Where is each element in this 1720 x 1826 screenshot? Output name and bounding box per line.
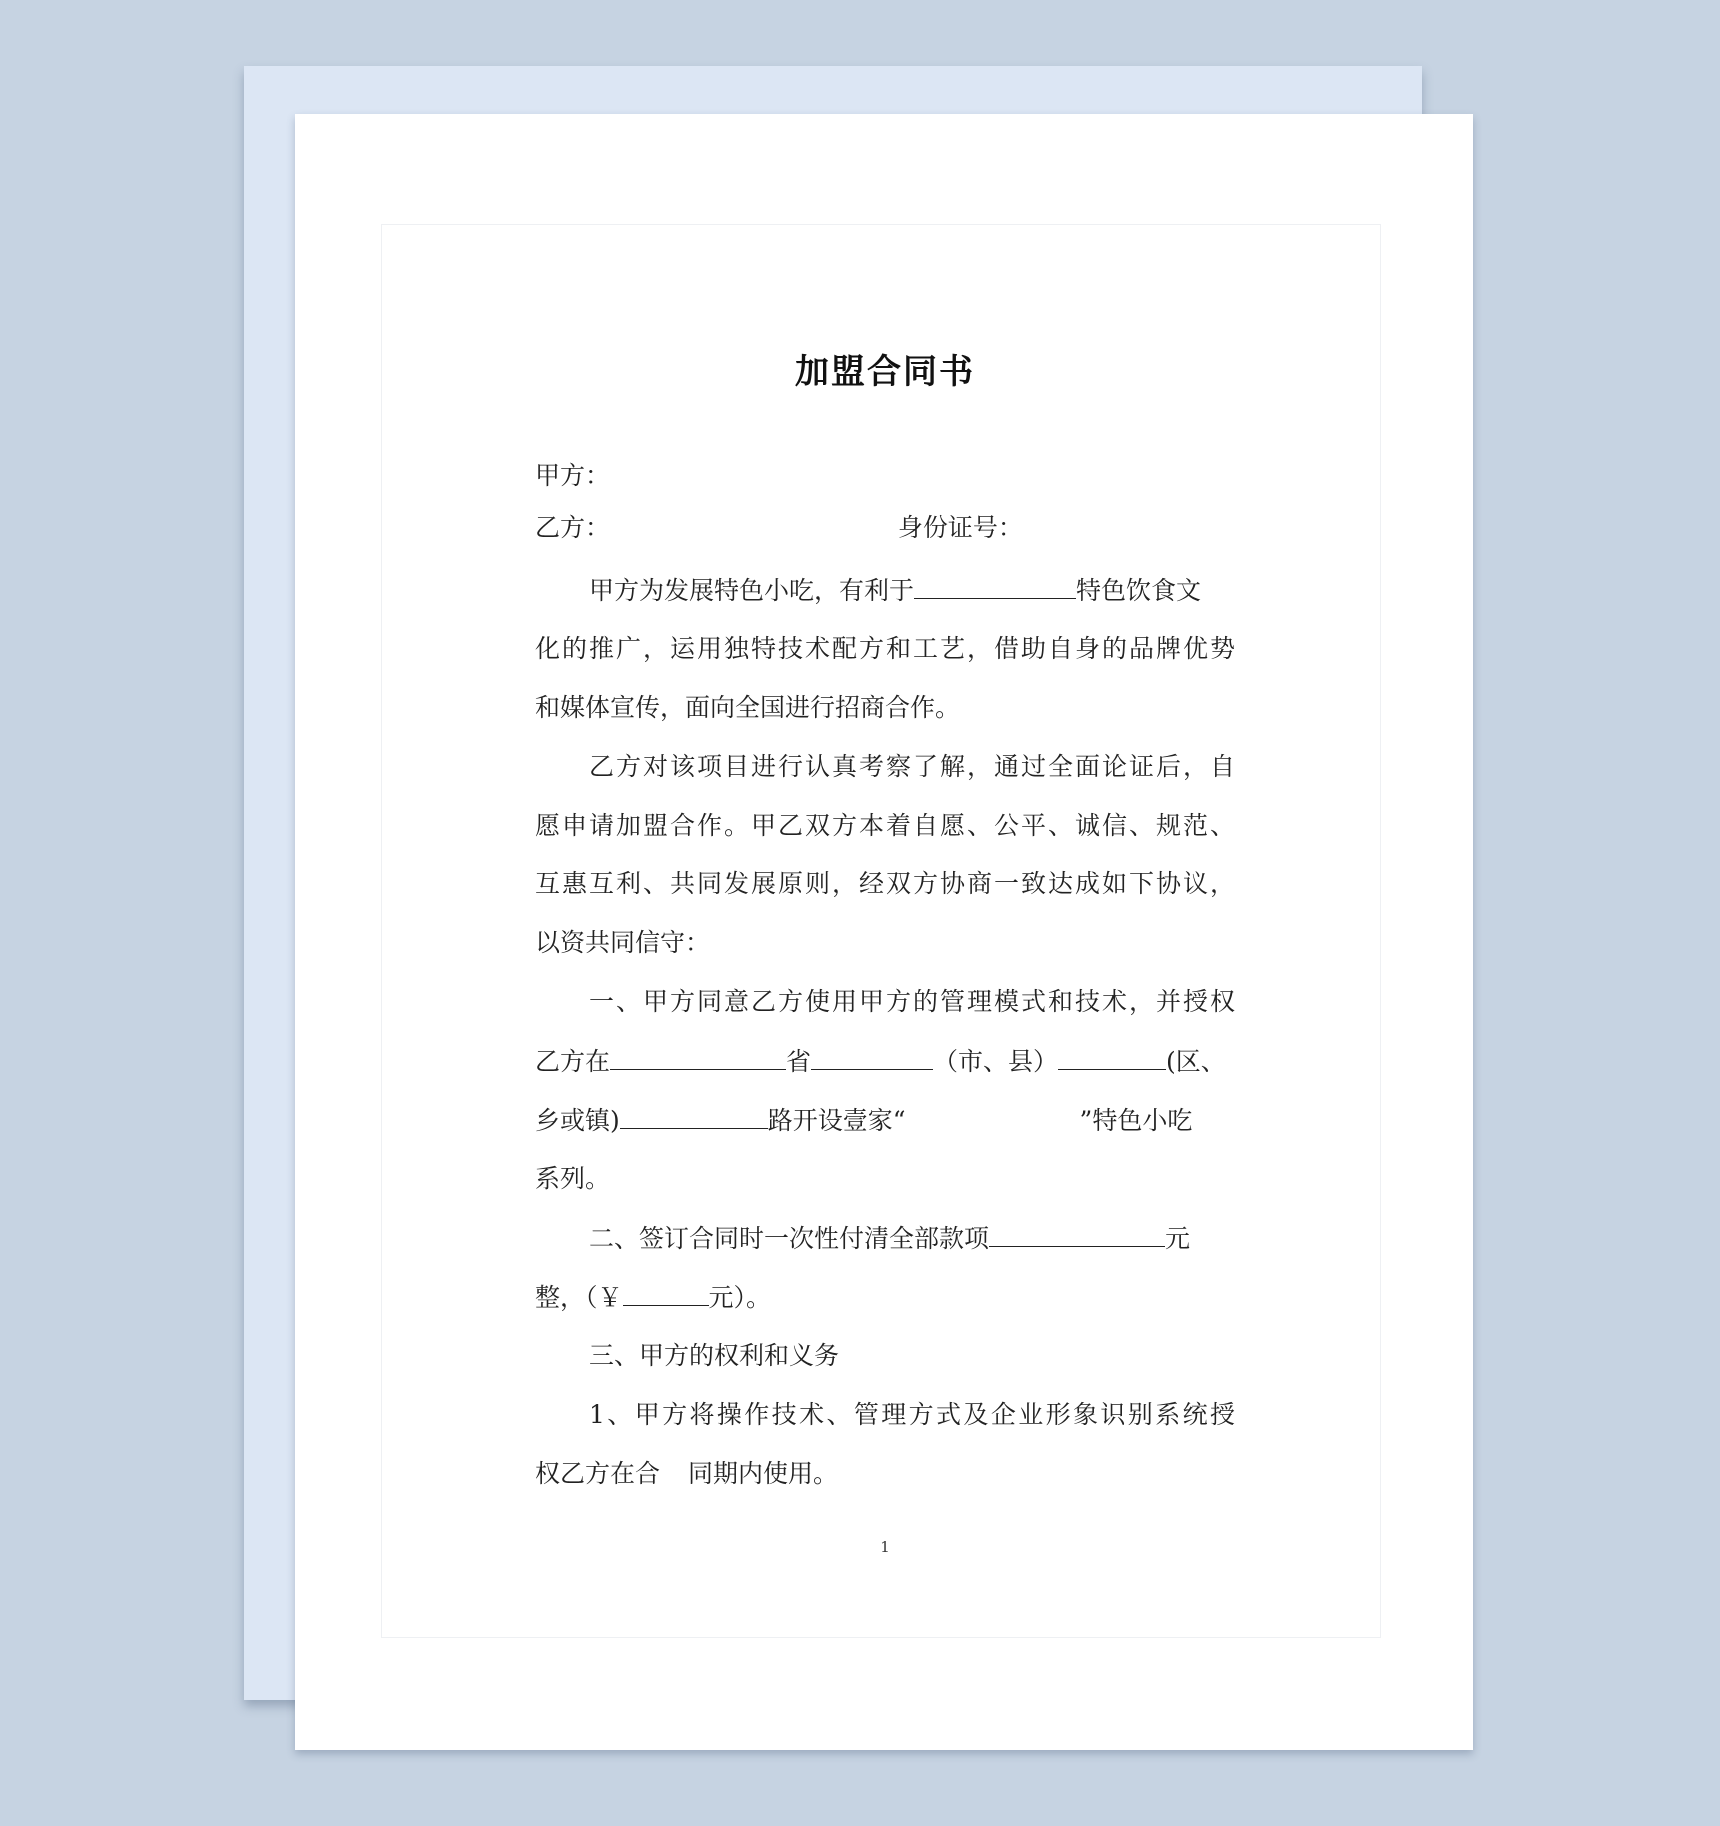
amount-figure-blank [623, 1279, 709, 1306]
text-run: 同期内使用。 [688, 1459, 839, 1488]
text-run: 权乙方在合 [535, 1459, 661, 1488]
section-1-line-2 [535, 1043, 1235, 1080]
section-3-item-1-line-1: 1、甲方将操作技术、管理方式及企业形象识别系统授 [589, 1400, 1235, 1429]
paragraph-1-line-3: 和媒体宣传，面向全国进行招商合作。 [535, 693, 961, 722]
section-3-heading: 三、甲方的权利和义务 [589, 1341, 840, 1370]
section-2-line-1 [535, 1220, 1235, 1257]
section-1-line-1: 一、甲方同意乙方使用甲方的管理模式和技术，并授权 [589, 987, 1235, 1016]
document-title: 加盟合同书 [795, 352, 975, 392]
text-run: 路开设壹家“ [767, 1106, 906, 1135]
section-1-line-3 [535, 1102, 1235, 1139]
id-number-label: 身份证号： [897, 513, 1023, 542]
party-b-label: 乙方： [535, 513, 611, 542]
paragraph-1-line-2: 化的推广，运用独特技术配方和工艺，借助自身的品牌优势 [535, 634, 1235, 663]
paragraph-2-line-3: 互惠互利、共同发展原则，经双方协商一致达成如下协议， [535, 869, 1235, 898]
section-3-item-1-line-2 [535, 1456, 1235, 1492]
road-blank [620, 1102, 768, 1129]
text-run: （市、县） [933, 1047, 1059, 1076]
amount-blank [989, 1220, 1165, 1247]
document-page [295, 114, 1473, 1750]
text-run: 元 [1165, 1224, 1191, 1253]
text-run: 整，（￥ [535, 1283, 623, 1312]
province-blank [610, 1043, 786, 1070]
city-blank [811, 1043, 933, 1070]
paragraph-1-line-1 [535, 572, 1235, 609]
text-run: 省 [786, 1047, 812, 1076]
section-2-line-2 [535, 1279, 1235, 1316]
page-number: 1 [880, 1538, 890, 1556]
text-run: 二、签订合同时一次性付清全部款项 [589, 1224, 990, 1253]
paragraph-2-line-1: 乙方对该项目进行认真考察了解，通过全面论证后，自 [589, 752, 1235, 781]
district-blank [1058, 1043, 1166, 1070]
section-1-line-4: 系列。 [535, 1164, 611, 1193]
text-run: 乡或镇) [535, 1106, 620, 1135]
party-a-label: 甲方： [535, 461, 611, 490]
paragraph-2-line-4: 以资共同信守： [535, 928, 711, 957]
text-run: 甲方为发展特色小吃，有利于 [589, 576, 915, 605]
text-run: 乙方在 [535, 1047, 611, 1076]
party-b-line [535, 510, 1235, 546]
party-a-line [535, 458, 1235, 494]
text-run: (区、 [1166, 1047, 1226, 1076]
text-run: 特色饮食文 [1076, 576, 1202, 605]
fill-blank [914, 572, 1076, 599]
paragraph-2-line-2: 愿申请加盟合作。甲乙双方本着自愿、公平、诚信、规范、 [535, 811, 1235, 840]
text-run: ”特色小吃 [1079, 1106, 1193, 1135]
text-run: 元）。 [708, 1283, 772, 1312]
